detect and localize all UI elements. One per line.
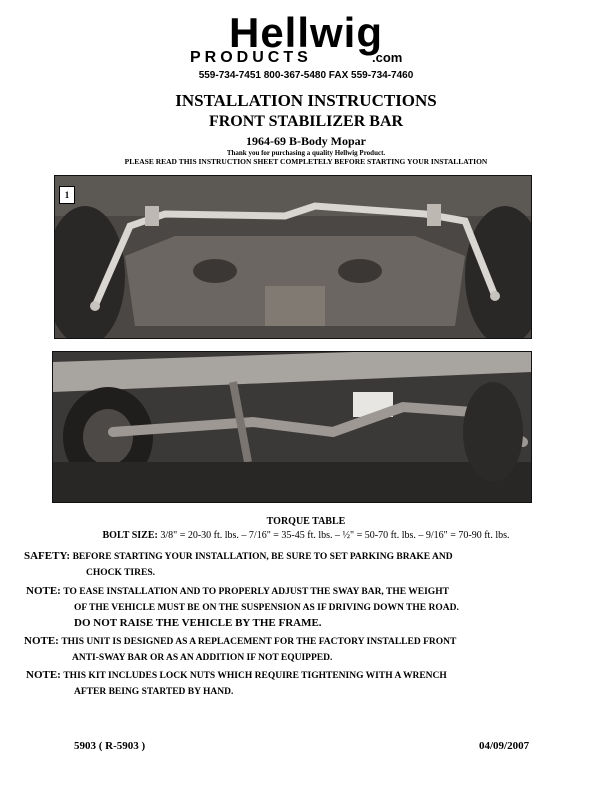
note-line: AFTER BEING STARTED BY HAND.: [74, 687, 234, 697]
torque-table-title: TORQUE TABLE: [266, 516, 346, 527]
replacement-note: [24, 634, 456, 666]
note-label: NOTE:: [26, 669, 61, 681]
note-line: BEFORE STARTING YOUR INSTALLATION, BE SURE TO SET PARKING BRAKE AND: [72, 552, 453, 562]
thank-you-text: Thank you for purchasing a quality Hellwig Product.: [226, 149, 386, 157]
vehicle-fitment: 1964-69 B-Body Mopar: [246, 134, 366, 148]
note-line: CHOCK TIRES.: [86, 568, 155, 578]
note-label: NOTE:: [24, 635, 59, 647]
photo-sway-bar-side-view: [52, 351, 532, 503]
photo-sway-bar-image: [55, 176, 531, 338]
read-instructions-text: PLEASE READ THIS INSTRUCTION SHEET COMPLETELY BEFORE STARTING YOUR INSTALLATION: [124, 157, 488, 166]
phone-numbers: 559-734-7451 800-367-5480 FAX 559-734-7460: [198, 70, 414, 81]
note-line: THIS KIT INCLUDES LOCK NUTS WHICH REQUIRE TIGHTENING WITH A WRENCH: [63, 671, 447, 681]
bolt-size-values: 3/8" = 20-30 ft. lbs. – 7/16" = 35-45 ft. lbs. – ½" = 50-70 ft. lbs. – 9/16" = 70-90 ft. lbs.: [160, 530, 510, 541]
lock-nut-note: [26, 668, 447, 700]
brand-domain: .com: [372, 50, 403, 65]
part-number: 5903 ( R-5903 ): [74, 740, 146, 752]
brand-logo-sub: [190, 50, 422, 66]
note-line: DO NOT RAISE THE VEHICLE BY THE FRAME.: [74, 617, 322, 629]
brand-logo: Hellwig: [228, 9, 384, 56]
page-title: INSTALLATION INSTRUCTIONS: [175, 91, 437, 110]
note-line: TO EASE INSTALLATION AND TO PROPERLY ADJUST THE SWAY BAR, THE WEIGHT: [63, 587, 449, 597]
note-label: NOTE:: [26, 585, 61, 597]
note-line: ANTI-SWAY BAR OR AS AN ADDITION IF NOT EQUIPPED.: [72, 653, 333, 663]
photo-sway-bar-installed: [54, 175, 532, 339]
note-line: THIS UNIT IS DESIGNED AS A REPLACEMENT FOR THE FACTORY INSTALLED FRONT: [61, 637, 457, 647]
weight-note: [26, 584, 459, 631]
safety-note: [24, 549, 453, 581]
photo-number-badge: 1: [59, 186, 75, 204]
bolt-size-label: BOLT SIZE:: [102, 530, 158, 541]
page-subtitle: FRONT STABILIZER BAR: [208, 113, 404, 130]
document-date: 04/09/2007: [479, 740, 530, 752]
torque-table-values: [0, 530, 612, 541]
note-line: OF THE VEHICLE MUST BE ON THE SUSPENSION AS IF DRIVING DOWN THE ROAD.: [74, 603, 459, 613]
photo-side-view-image: [53, 352, 531, 502]
note-label: SAFETY:: [24, 550, 71, 562]
brand-products: PRODUCTS: [190, 49, 312, 66]
